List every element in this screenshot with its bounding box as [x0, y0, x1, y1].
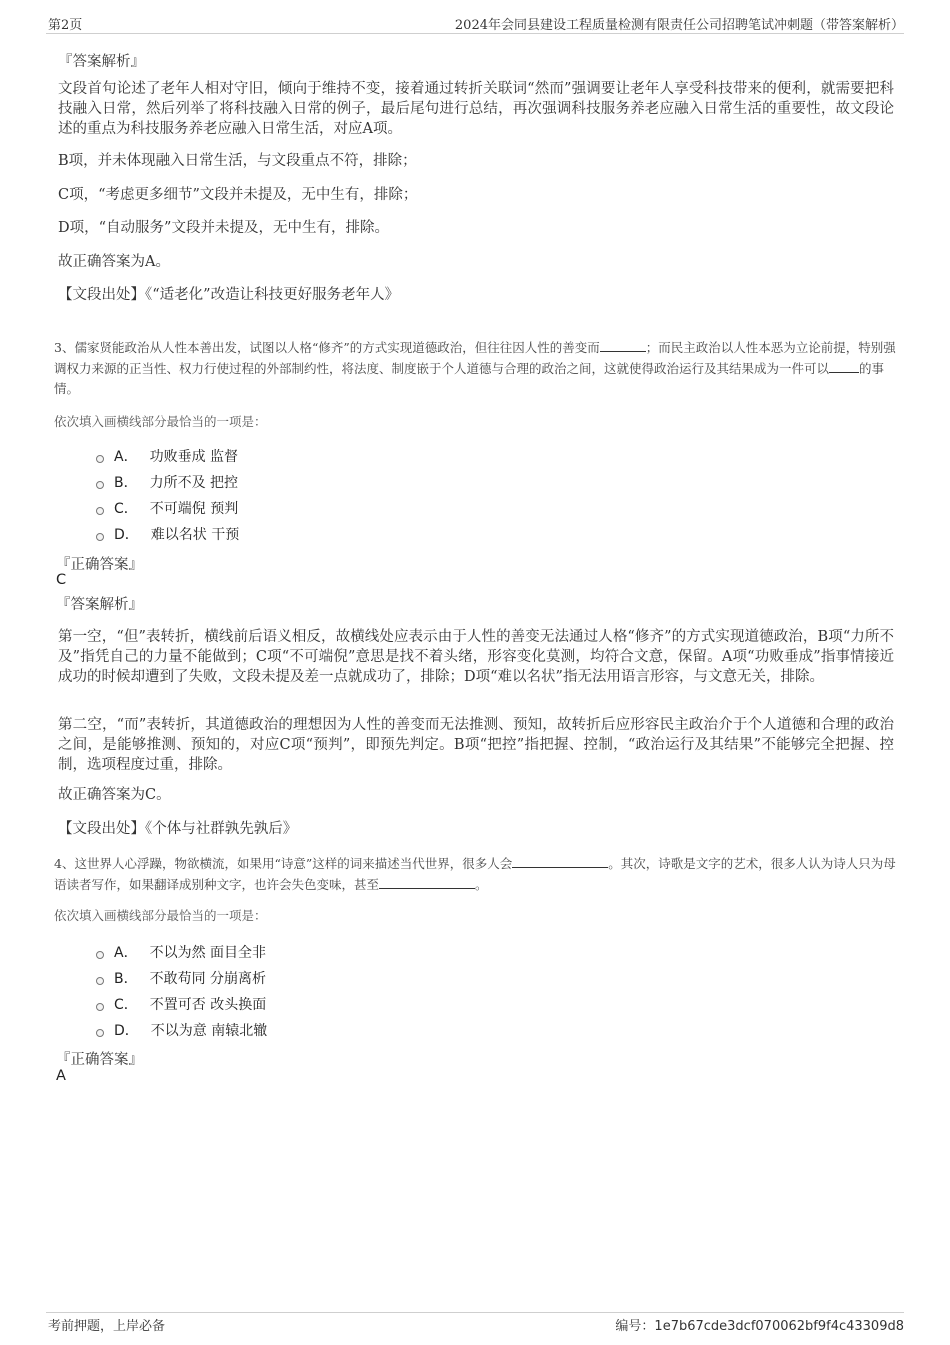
radio-icon[interactable]	[96, 481, 104, 489]
blank-line	[600, 337, 646, 352]
analysis-paragraph: D项，“自动服务”文段并未提及，无中生有，排除。	[58, 220, 389, 236]
conclusion: 故正确答案为C。	[58, 787, 171, 803]
correct-answer-label: 『正确答案』	[56, 1052, 143, 1068]
option-a[interactable]: A． 功败垂成 监督	[96, 446, 238, 466]
analysis-paragraph: 第二空，“而”表转折，其道德政治的理想因为人性的善变而无法推测、预知，故转折后应形容民主政治介于个人道德和合理的政治之间，是能够推测、预知的，对应C项“预判”，即预先判定。B项“把控”指把握、控制，“政治运行及其结果”不能够完全把握、控制，选项程度过重，排除。	[58, 717, 894, 773]
option-a[interactable]: A． 不以为然 面目全非	[96, 942, 266, 962]
radio-icon[interactable]	[96, 1029, 104, 1037]
question-3-text: 3、儒家贤能政治从人性本善出发，试图以人格“修齐”的方式实现道德政治，但往往因人性的善变而 ；而民主政治以人性本恶为立论前提，特别强调权力来源的正当性、权力行使过程的外部制约性，将法度、制度嵌于个人道德与合理的政治之间，这就使得政治运行及其结果成为一件可以 的事情。	[54, 337, 898, 399]
document-title: 2024年会同县建设工程质量检测有限责任公司招聘笔试冲刺题（带答案解析）	[454, 18, 904, 33]
radio-icon[interactable]	[96, 455, 104, 463]
correct-answer: A	[56, 1068, 66, 1084]
blank-line	[379, 874, 475, 889]
page-number: 第2页	[48, 18, 83, 33]
radio-icon[interactable]	[96, 977, 104, 985]
footer-slogan: 考前押题，上岸必备	[48, 1319, 166, 1334]
header-divider	[46, 33, 904, 34]
footer-divider	[46, 1312, 904, 1313]
blank-line	[512, 853, 608, 868]
question-4-text: 4、这世界人心浮躁，物欲横流，如果用“诗意”这样的词来描述当代世界，很多人会 。其次，诗歌是文字的艺术，很多人认为诗人只为母语读者写作，如果翻译成别种文字，也许会失色变味，甚至 。	[54, 853, 898, 895]
radio-icon[interactable]	[96, 533, 104, 541]
analysis-label: 『答案解析』	[56, 597, 143, 613]
blank-line	[829, 358, 859, 373]
option-c[interactable]: C． 不可端倪 预判	[96, 498, 238, 518]
source-citation: 【文段出处】《“适老化”改造让科技更好服务老年人》	[58, 287, 400, 303]
conclusion: 故正确答案为A。	[58, 254, 170, 270]
document-id: 编号：1e7b67cde3dcf070062bf9f4c43309d8	[615, 1319, 904, 1334]
source-citation: 【文段出处】《个体与社群孰先孰后》	[58, 821, 298, 837]
question-instruction: 依次填入画横线部分最恰当的一项是：	[54, 414, 267, 429]
radio-icon[interactable]	[96, 951, 104, 959]
option-d[interactable]: D． 不以为意 南辕北辙	[96, 1020, 267, 1040]
analysis-paragraph: 文段首句论述了老年人相对守旧，倾向于维持不变，接着通过转折关联词“然而”强调要让老年人享受科技带来的便利，就需要把科技融入日常，然后列举了将科技融入日常的例子，最后尾句进行总结，再次强调科技服务养老应融入日常生活的重要性，故文段论述的重点为科技服务养老应融入日常生活，对应A项。	[58, 81, 894, 137]
correct-answer-label: 『正确答案』	[56, 557, 143, 573]
question-instruction: 依次填入画横线部分最恰当的一项是：	[54, 908, 267, 923]
radio-icon[interactable]	[96, 1003, 104, 1011]
option-d[interactable]: D． 难以名状 干预	[96, 524, 239, 544]
option-c[interactable]: C． 不置可否 改头换面	[96, 994, 266, 1014]
analysis-paragraph: C项，“考虑更多细节”文段并未提及，无中生有，排除；	[58, 187, 418, 203]
option-b[interactable]: B． 力所不及 把控	[96, 472, 238, 492]
correct-answer: C	[56, 572, 67, 588]
radio-icon[interactable]	[96, 507, 104, 515]
analysis-paragraph: 第一空，“但”表转折，横线前后语义相反，故横线处应表示由于人性的善变无法通过人格“修齐”的方式实现道德政治，B项“力所不及”指凭自己的力量不能做到；C项“不可端倪”意思是找不着头绪，形容变化莫测，均符合文意，保留。A项“功败垂成”指事情接近成功的时候却遭到了失败，文段未提及差一点就成功了，排除；D项“难以名状”指无法用语言形容，与文意无关，排除。	[58, 629, 894, 685]
analysis-paragraph: B项，并未体现融入日常生活，与文段重点不符，排除；	[58, 153, 417, 169]
analysis-label: 『答案解析』	[58, 54, 145, 70]
option-b[interactable]: B． 不敢苟同 分崩离析	[96, 968, 266, 988]
